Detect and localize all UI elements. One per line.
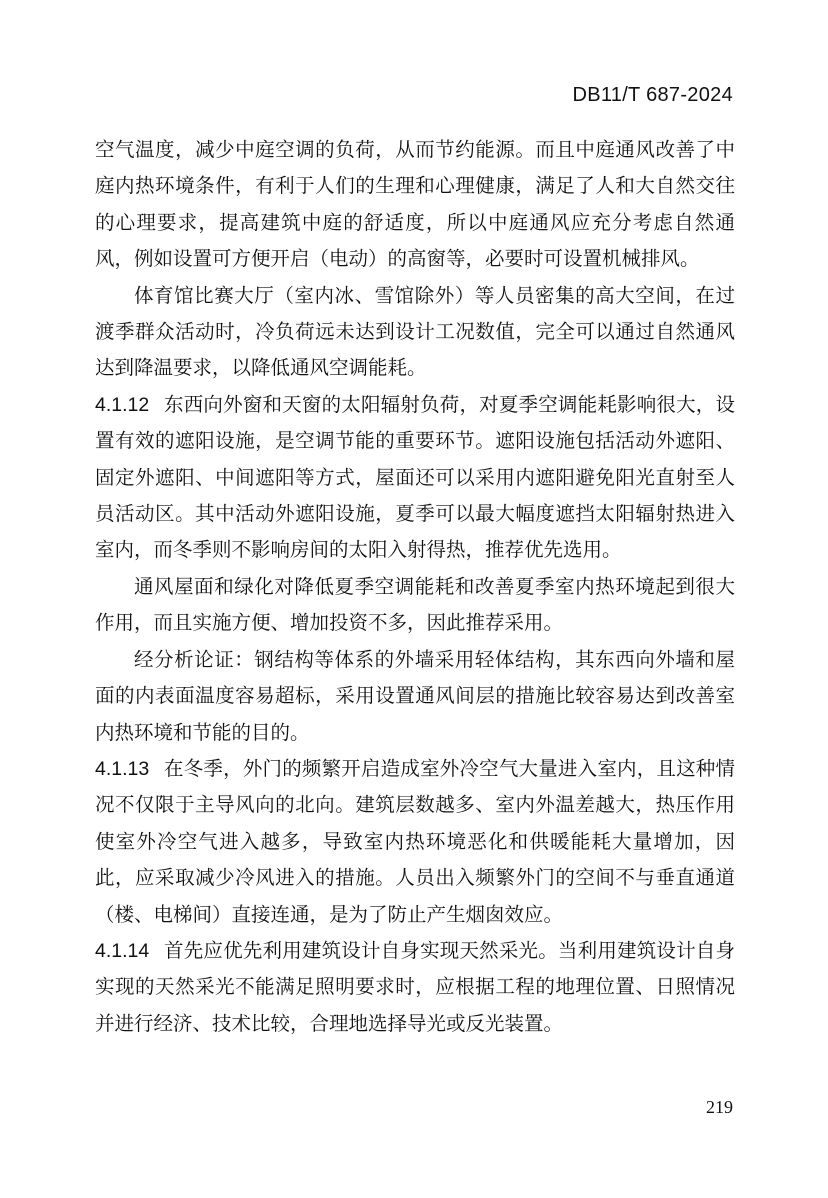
paragraph-text: 经分析论证：钢结构等体系的外墙采用轻体结构，其东西向外墙和屋面的内表面温度容易超标，采用设置通风间层的措施比较容易达到改善室内热环境和节能的目的。 [95,647,735,744]
paragraph-steel-structure [95,642,735,751]
paragraph-sports-hall [95,278,735,387]
paragraph-text: 在冬季，外门的频繁开启造成室外冷空气大量进入室内，且这种情况不仅限于主导风向的北向。建筑层数越多、室内外温差越大，热压作用使室外冷空气进入越多，导致室内热环境恶化和供暖能耗大量增加，因此，应采取减少冷风进入的措施。人员出入频繁外门的空间不与垂直通道（楼、电梯间）直接连通，是为了防止产生烟囱效应。 [95,756,735,926]
clause-4-1-14 [95,933,735,1042]
paragraph-ventilated-roof [95,569,735,642]
page-number: 219 [706,1097,733,1117]
paragraph-text: 通风屋面和绿化对降低夏季空调能耗和改善夏季室内热环境起到很大作用，而且实施方便、增加投资不多，因此推荐采用。 [95,574,735,635]
paragraph-text: 体育馆比赛大厅（室内冰、雪馆除外）等人员密集的高大空间，在过渡季群众活动时，冷负荷远未达到设计工况数值，完全可以通过自然通风达到降温要求，以降低通风空调能耗。 [95,283,735,380]
clause-4-1-13 [95,751,735,933]
document-body [95,132,735,1042]
clause-4-1-12 [95,387,735,569]
clause-number: 4.1.14 [95,939,150,962]
clause-number: 4.1.12 [95,393,150,416]
paragraph-text: 空气温度，减少中庭空调的负荷，从而节约能源。而且中庭通风改善了中庭内热环境条件，有利于人们的生理和心理健康，满足了人和大自然交往的心理要求，提高建筑中庭的舒适度，所以中庭通风应充分考虑自然通风，例如设置可方便开启（电动）的高窗等，必要时可设置机械排风。 [95,138,735,271]
clause-number: 4.1.13 [95,757,150,780]
paragraph-continuation [95,132,735,278]
paragraph-text: 首先应优先利用建筑设计自身实现天然采光。当利用建筑设计自身实现的天然采光不能满足照明要求时，应根据工程的地理位置、日照情况并进行经济、技术比较，合理地选择导光或反光装置。 [95,938,735,1035]
paragraph-text: 东西向外窗和天窗的太阳辐射负荷，对夏季空调能耗影响很大，设置有效的遮阳设施，是空调节能的重要环节。遮阳设施包括活动外遮阳、固定外遮阳、中间遮阳等方式，屋面还可以采用内遮阳避免阳光直射至人员活动区。其中活动外遮阳设施，夏季可以最大幅度遮挡太阳辐射热进入室内，而冬季则不影响房间的太阳入射得热，推荐优先选用。 [95,392,735,562]
standard-code: DB11/T 687-2024 [572,84,733,106]
